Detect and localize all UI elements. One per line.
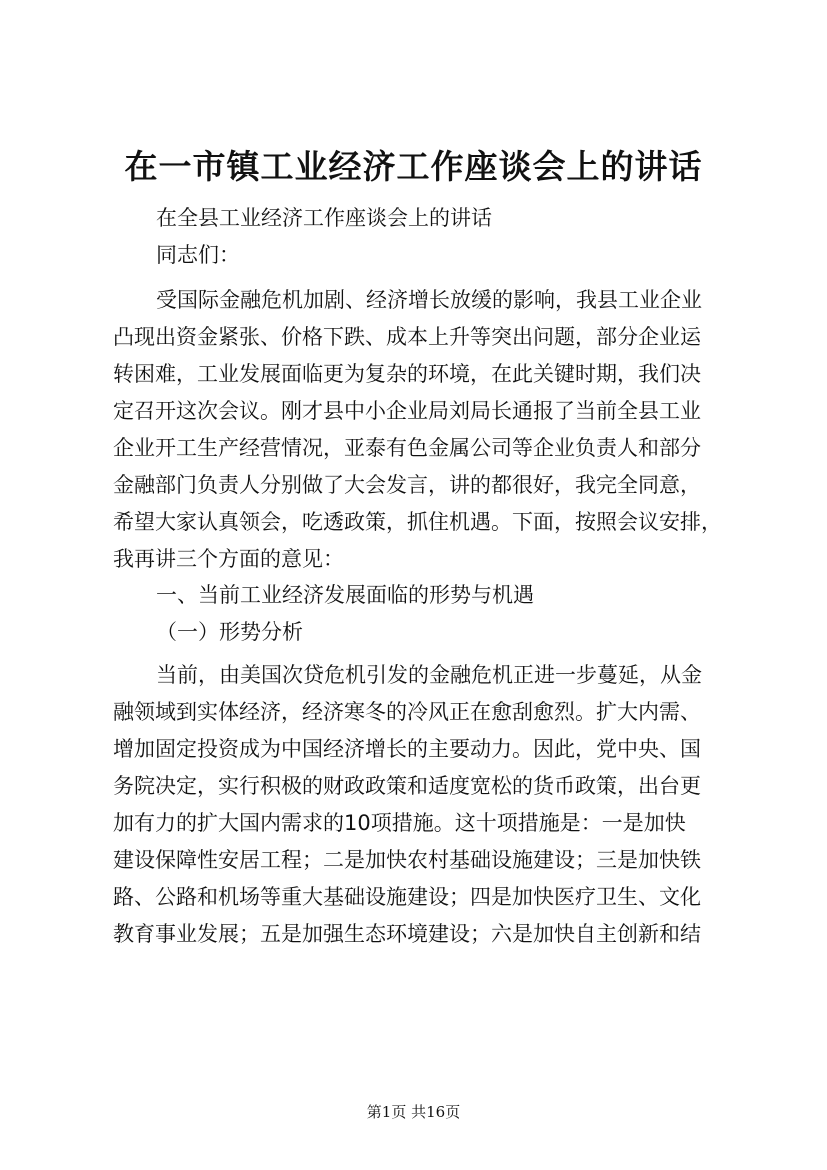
subsection-heading: （一）形势分析 <box>156 620 303 644</box>
body-line-12: 务院决定，实行积极的财政政策和适度宽松的货币政策，出台更 <box>113 774 701 798</box>
body-line-16: 教育事业发展；五是加强生态环境建设；六是加快自主创新和结 <box>113 922 701 946</box>
body-line-9: 当前，由美国次贷危机引发的金融危机正进一步蔓延，从金 <box>156 663 702 687</box>
body-line-1: 受国际金融危机加剧、经济增长放缓的影响，我县工业企业 <box>156 288 702 312</box>
body-line-2: 凸现出资金紧张、价格下跌、成本上升等突出问题，部分企业运 <box>113 325 701 349</box>
body-line-14: 建设保障性安居工程；二是加快农村基础设施建设；三是加快铁 <box>113 848 701 872</box>
body-line-10: 融领域到实体经济，经济寒冬的冷风正在愈刮愈烈。扩大内需、 <box>113 700 701 724</box>
section-heading: 一、当前工业经济发展面临的形势与机遇 <box>156 583 534 607</box>
body-line-7: 希望大家认真领会，吃透政策，抓住机遇。下面，按照会议安排， <box>113 510 722 534</box>
body-line-13: 加有力的扩大国内需求的10项措施。这十项措施是：一是加快 <box>113 811 686 835</box>
body-line-4: 定召开这次会议。刚才县中小企业局刘局长通报了当前全县工业 <box>113 399 701 423</box>
body-line-11: 增加固定投资成为中国经济增长的主要动力。因此，党中央、国 <box>113 737 701 761</box>
body-line-15: 路、公路和机场等重大基础设施建设；四是加快医疗卫生、文化 <box>113 885 701 909</box>
body-line-8: 我再讲三个方面的意见： <box>113 547 344 571</box>
page-footer: 第1页 共16页 <box>366 1103 461 1121</box>
subtitle-line: 在全县工业经济工作座谈会上的讲话 <box>156 206 492 230</box>
body-line-5: 企业开工生产经营情况，亚泰有色金属公司等企业负责人和部分 <box>113 436 701 460</box>
body-line-3: 转困难，工业发展面临更为复杂的环境，在此关键时期，我们决 <box>113 362 701 386</box>
document-title: 在一市镇工业经济工作座谈会上的讲话 <box>124 147 703 186</box>
body-line-6: 金融部门负责人分别做了大会发言，讲的都很好，我完全同意， <box>113 473 701 497</box>
salutation-line: 同志们： <box>156 243 240 267</box>
